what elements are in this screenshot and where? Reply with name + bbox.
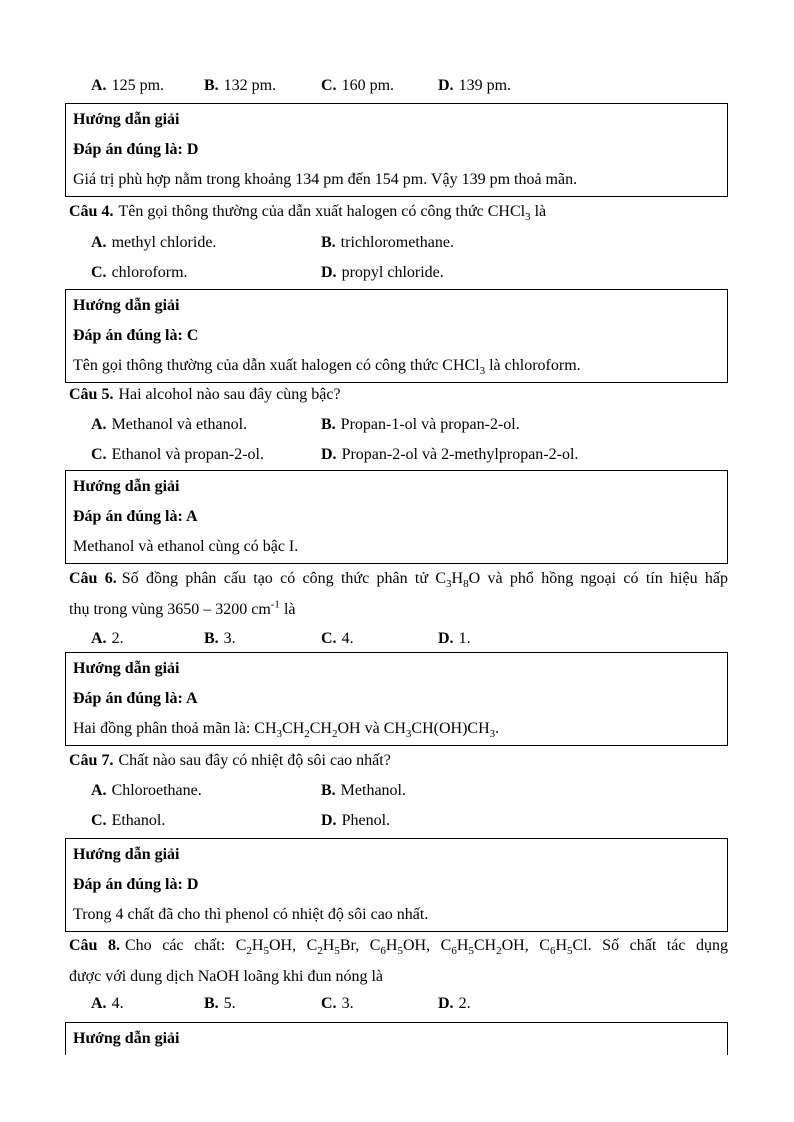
option-text: trichloromethane. <box>340 234 454 251</box>
solution-answer: Đáp án đúng là: D <box>73 141 199 158</box>
option-label: A. <box>91 77 107 94</box>
option-d <box>321 258 444 288</box>
question-7 <box>65 745 728 776</box>
option-a <box>91 624 124 654</box>
solution-heading: Hướng dẫn giải <box>73 660 180 677</box>
option-d <box>438 989 471 1019</box>
option-label: A. <box>91 782 107 799</box>
solution-box-q6 <box>65 652 728 746</box>
question-stem: Số đồng phân cấu tạo có công thức phân tử $C_3H_8O$ và phổ hồng ngoại có tín hiệu hấp <box>121 570 729 591</box>
solution-explanation: Methanol và ethanol cùng có bậc I. <box>73 538 299 555</box>
solution-heading: Hướng dẫn giải <box>73 478 180 495</box>
question-stem: Hai alcohol nào sau đây cùng bậc? <box>118 386 341 403</box>
option-d <box>321 440 578 470</box>
question-stem: Tên gọi thông thường của dẫn xuất halogen có công thức CHCl$_3$ là <box>118 203 547 224</box>
option-text: 1. <box>458 630 471 647</box>
option-label: B. <box>321 782 336 799</box>
option-text: 3. <box>341 995 354 1012</box>
option-label: B. <box>204 995 219 1012</box>
option-label: C. <box>321 77 337 94</box>
solution-explanation: Tên gọi thông thường của dẫn xuất halogen có công thức CHCl$_3$ là chloroform. <box>73 357 581 378</box>
option-b <box>321 776 406 806</box>
option-c <box>91 440 264 470</box>
question-number: Câu 4. <box>69 203 114 220</box>
option-c <box>321 989 354 1019</box>
solution-answer: Đáp án đúng là: A <box>73 508 198 525</box>
option-text: 4. <box>111 995 124 1012</box>
option-label: D. <box>321 446 337 463</box>
option-a <box>91 410 247 440</box>
solution-answer: Đáp án đúng là: C <box>73 327 199 344</box>
option-text: Methanol và ethanol. <box>111 416 248 433</box>
option-text: Chloroethane. <box>111 782 202 799</box>
solution-box-q3 <box>65 103 728 197</box>
question-6 <box>65 563 728 625</box>
option-label: B. <box>204 77 219 94</box>
option-label: B. <box>204 630 219 647</box>
option-text: 4. <box>341 630 354 647</box>
option-label: C. <box>91 446 107 463</box>
option-b <box>204 989 236 1019</box>
option-text: Ethanol. <box>111 812 166 829</box>
option-text: 5. <box>223 995 236 1012</box>
option-b <box>321 410 520 440</box>
option-label: D. <box>438 995 454 1012</box>
option-d <box>438 624 471 654</box>
option-d <box>321 806 390 836</box>
question-stem: Chất nào sau đây có nhiệt độ sôi cao nhất? <box>118 752 391 769</box>
option-b <box>204 71 276 101</box>
solution-box-q8-partial <box>65 1022 728 1055</box>
question-3-options-row <box>65 71 728 101</box>
solution-heading: Hướng dẫn giải <box>73 846 180 863</box>
option-label: C. <box>321 630 337 647</box>
question-5-options <box>65 410 728 470</box>
option-label: C. <box>91 812 107 829</box>
question-5 <box>65 379 728 410</box>
option-text: Methanol. <box>340 782 406 799</box>
solution-explanation: Giá trị phù hợp nằm trong khoảng 134 pm đến 154 pm. Vậy 139 pm thoả mãn. <box>73 171 578 188</box>
solution-explanation: Hai đồng phân thoả mãn là: $CH_3CH_2CH_2OH$ và $CH_3CH(OH)CH_3$. <box>73 720 500 741</box>
question-8 <box>65 930 728 992</box>
option-label: A. <box>91 630 107 647</box>
question-number: Câu 6. <box>69 570 117 587</box>
question-6-options <box>65 624 728 654</box>
solution-box-q7 <box>65 838 728 932</box>
option-b <box>321 228 454 258</box>
question-4-options <box>65 228 728 288</box>
option-text: propyl chloride. <box>341 264 444 281</box>
solution-answer: Đáp án đúng là: D <box>73 876 199 893</box>
solution-box-q5 <box>65 470 728 564</box>
option-text: Ethanol và propan-2-ol. <box>111 446 264 463</box>
question-number: Câu 8. <box>69 937 120 954</box>
question-stem-line-1 <box>69 930 728 961</box>
option-c <box>91 806 165 836</box>
option-a <box>91 989 124 1019</box>
option-label: A. <box>91 416 107 433</box>
option-a <box>91 228 216 258</box>
question-stem-line-2: thụ trong vùng 3650 – 3200 $cm^{-1}$ là <box>69 598 296 618</box>
option-text: 125 pm. <box>111 77 165 94</box>
option-label: D. <box>321 812 337 829</box>
option-text: 160 pm. <box>341 77 395 94</box>
solution-box-q4 <box>65 289 728 383</box>
option-a <box>91 776 202 806</box>
option-label: D. <box>438 77 454 94</box>
solution-heading: Hướng dẫn giải <box>73 111 180 128</box>
question-number: Câu 7. <box>69 752 114 769</box>
solution-answer: Đáp án đúng là: A <box>73 690 198 707</box>
option-text: 3. <box>223 630 236 647</box>
option-text: Phenol. <box>341 812 391 829</box>
option-text: Propan-2-ol và 2-methylpropan-2-ol. <box>341 446 579 463</box>
option-label: B. <box>321 234 336 251</box>
option-text: chloroform. <box>111 264 188 281</box>
solution-heading: Hướng dẫn giải <box>73 297 180 314</box>
option-label: D. <box>438 630 454 647</box>
option-c <box>321 71 394 101</box>
question-number: Câu 5. <box>69 386 114 403</box>
question-4 <box>65 196 728 227</box>
option-label: A. <box>91 234 107 251</box>
solution-explanation: Trong 4 chất đã cho thì phenol có nhiệt độ sôi cao nhất. <box>73 906 429 923</box>
option-a <box>91 71 164 101</box>
option-text: 2. <box>458 995 471 1012</box>
option-c <box>321 624 354 654</box>
option-text: 132 pm. <box>223 77 277 94</box>
option-b <box>204 624 236 654</box>
question-stem-line-1 <box>69 563 728 594</box>
option-label: C. <box>91 264 107 281</box>
question-stem: Cho các chất: $C_2H_5OH$, $C_2H_5Br$, $C_6H_5OH$, $C_6H_5CH_2OH$, $C_6H_5Cl$. Số chất tác dụng <box>125 937 728 958</box>
option-label: B. <box>321 416 336 433</box>
option-d <box>438 71 511 101</box>
option-label: A. <box>91 995 107 1012</box>
option-text: 2. <box>111 630 124 647</box>
option-text: 139 pm. <box>458 77 512 94</box>
option-text: methyl chloride. <box>111 234 217 251</box>
option-label: D. <box>321 264 337 281</box>
option-text: Propan-1-ol và propan-2-ol. <box>340 416 520 433</box>
question-stem-line-2: được với dung dịch NaOH loãng khi đun nóng là <box>69 968 383 985</box>
option-label: C. <box>321 995 337 1012</box>
option-c <box>91 258 188 288</box>
solution-heading: Hướng dẫn giải <box>73 1030 180 1047</box>
question-8-options <box>65 989 728 1019</box>
question-7-options <box>65 776 728 836</box>
